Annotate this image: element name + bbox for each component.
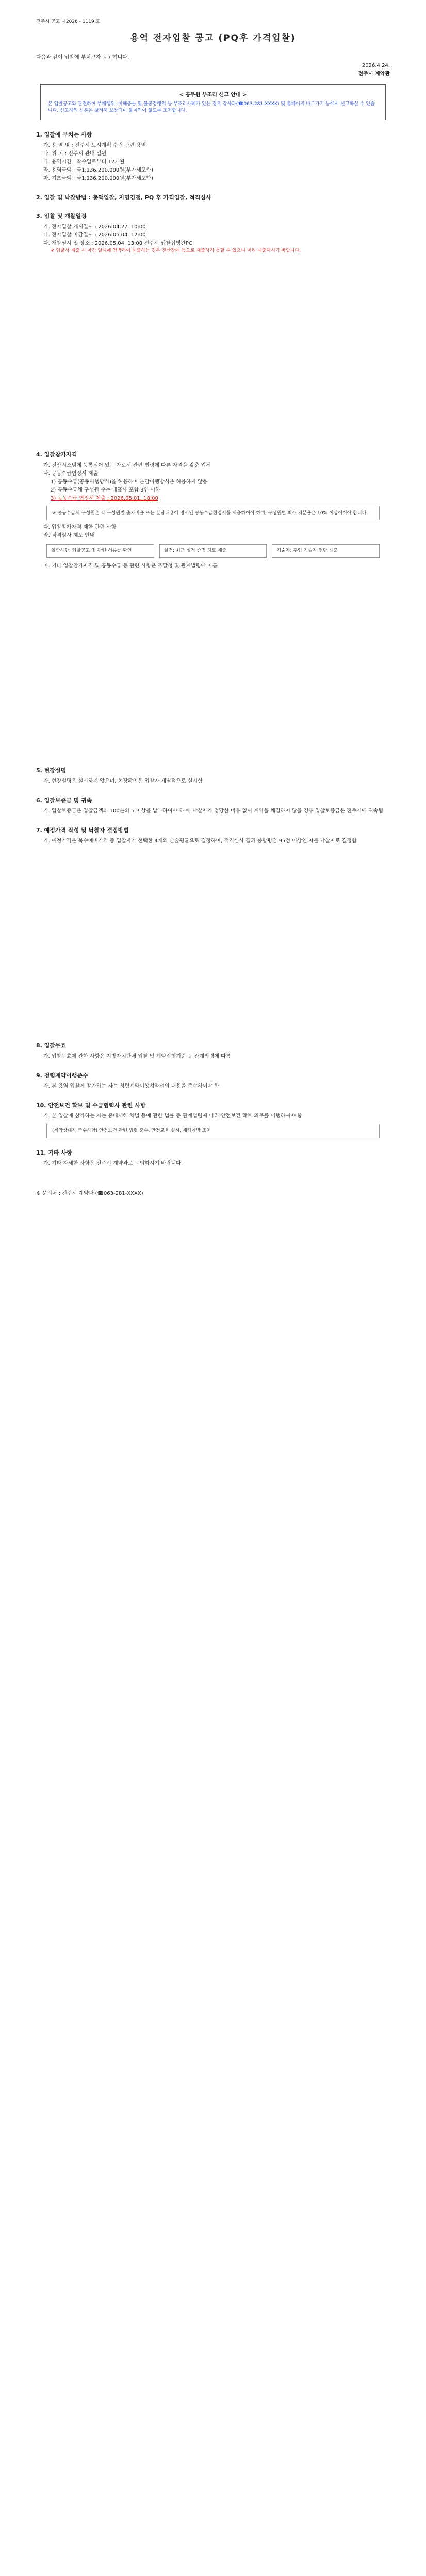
eligibility-deadline: 3) 공동수급 협정서 제출 : 2026.05.01. 18:00 xyxy=(51,496,158,501)
section-7-title: 7. 예정가격 작성 및 낙찰자 결정방법 xyxy=(36,827,129,834)
schedule-row: 다. 개찰일시 및 장소 : 2026.05.04. 13:00 전주시 입찰집행관PC xyxy=(43,241,192,246)
doc-number: 전주시 공고 제2026 - 1119 호 xyxy=(36,19,101,24)
section-1-item: 가. 용 역 명 : 전주시 도시계획 수립 관련 용역 xyxy=(43,143,146,148)
section-3-title: 3. 입찰 및 개찰일정 xyxy=(36,213,87,219)
schedule-row: 나. 전자입찰 마감일시 : 2026.05.04. 12:00 xyxy=(43,232,146,238)
section-1-title: 1. 입찰에 부치는 사항 xyxy=(36,131,92,138)
eligibility-line: 가. 전산시스템에 등록되어 있는 자로서 관련 법령에 따른 자격을 갖춘 업체 xyxy=(43,463,211,468)
eligibility-extra: 다. 입찰참가자격 제한 관련 사항 xyxy=(43,524,117,530)
section-1-item: 다. 용역기간 : 착수일로부터 12개월 xyxy=(43,159,125,165)
section-9-body: 가. 본 용역 입찰에 참가하는 자는 청렴계약이행서약서의 내용을 준수하여야 함 xyxy=(43,1083,219,1089)
notice-heading: < 공무원 부조리 신고 안내 > xyxy=(179,92,247,98)
corruption-notice-box xyxy=(40,84,386,120)
eligibility-sub-boxes xyxy=(46,544,380,558)
section-7-body: 가. 예정가격은 복수예비가격 중 입찰자가 선택한 4개의 산술평균으로 결정하며, 적격심사 결과 종합평점 95점 이상인 자를 낙찰자로 결정함 xyxy=(43,838,357,844)
eligibility-extra: 마. 기타 입찰참가자격 및 공동수급 등 관련 사항은 조달청 및 관계법령에 따름 xyxy=(43,563,218,569)
schedule-row: 가. 전자입찰 개시일시 : 2026.04.27. 10:00 xyxy=(43,224,146,230)
doc-title: 용역 전자입찰 공고 (PQ후 가격입찰) xyxy=(130,33,296,43)
section-1-item: 마. 기초금액 : 금1,136,200,000원(부가세포함) xyxy=(43,176,153,181)
section-5-title: 5. 현장설명 xyxy=(36,767,67,774)
issue-date: 2026.4.24. xyxy=(362,63,390,69)
section-5-body: 가. 현장설명은 실시하지 않으며, 현장확인은 입찰자 개별적으로 실시함 xyxy=(43,778,203,784)
schedule-note: ※ 입찰서 제출 시 마감 일시에 임박하여 제출하는 경우 전산장애 등으로 제출하지 못할 수 있으니 미리 제출하시기 바랍니다. xyxy=(51,248,301,253)
section-11-body: 가. 기타 자세한 사항은 전주시 계약과로 문의하시기 바랍니다. xyxy=(43,1161,183,1166)
section-6-body: 가. 입찰보증금은 입찰금액의 100분의 5 이상을 납부하여야 하며, 낙찰자가 정당한 이유 없이 계약을 체결하지 않을 경우 입찰보증금은 전주시에 귀속됨 xyxy=(43,808,383,814)
section-1-item: 나. 위 치 : 전주시 관내 일원 xyxy=(43,151,107,157)
sub-box: 실적: 최근 실적 증명 자료 제출 xyxy=(159,544,267,558)
section-11-title: 11. 기타 사항 xyxy=(36,1149,72,1156)
sub-box: 기술자: 투입 기술자 명단 제출 xyxy=(272,544,380,558)
eligibility-extra: 라. 적격심사 제도 안내 xyxy=(43,533,95,538)
eligibility-line: 1) 공동수급(공동이행방식)을 허용하며 분담이행방식은 허용하지 않음 xyxy=(51,479,208,485)
section-9-title: 9. 청렴계약이행준수 xyxy=(36,1072,88,1079)
section-2-title: 2. 입찰 및 낙찰방법 : 총액입찰, 지명경쟁, PQ 후 가격입찰, 적격심사 xyxy=(36,194,211,201)
intro-text: 다음과 같이 입찰에 부치고자 공고합니다. xyxy=(36,55,129,60)
sub-box: 일반사항: 입찰공고 및 관련 서류를 확인 xyxy=(46,544,154,558)
section-10-body: 가. 본 입찰에 참가하는 자는 중대재해 처벌 등에 관한 법률 등 관계법령에 따라 안전보건 확보 의무를 이행하여야 함 xyxy=(43,1113,302,1119)
safety-box: (계약상대자 준수사항) 안전보건 관련 법령 준수, 안전교육 실시, 재해예방 조치 xyxy=(46,1124,380,1138)
eligibility-line: 나. 공동수급협정서 제출 xyxy=(43,471,99,477)
contact-footer: ※ 문의처 : 전주시 계약과 (☎063-281-XXXX) xyxy=(36,1191,143,1196)
issuer: 전주시 계약관 xyxy=(358,71,390,77)
section-4-title: 4. 입찰참가자격 xyxy=(36,451,77,458)
joint-bid-box: ※ 공동수급체 구성원은 각 구성원별 출자비율 또는 분담내용이 명시된 공동수급협정서를 제출하여야 하며, 구성원별 최소 지분율은 10% 이상이어야 합니다. xyxy=(46,506,380,520)
section-8-body: 가. 입찰무효에 관한 사항은 지방자치단체 입찰 및 계약집행기준 등 관계법령에 따름 xyxy=(43,1054,231,1059)
eligibility-line: 2) 공동수급체 구성원 수는 대표사 포함 3인 이하 xyxy=(51,487,160,493)
section-1-item: 라. 용역금액 : 금1,136,200,000원(부가세포함) xyxy=(43,167,153,173)
section-8-title: 8. 입찰무효 xyxy=(36,1042,67,1049)
notice-body: 본 입찰공고와 관련하여 부패행위, 이해충돌 및 불공정행위 등 부조리사례가 있는 경우 감사과(☎063-281-XXXX) 및 홈페이지 바로가기 등에서 신고하실 수 있습니다. 신고자의 신분은 철저히 보장되며 불이익이 없도록 조치합니다. xyxy=(48,101,375,113)
section-6-title: 6. 입찰보증금 및 귀속 xyxy=(36,797,92,804)
section-10-title: 10. 안전보건 확보 및 수급협력사 관련 사항 xyxy=(36,1102,146,1109)
